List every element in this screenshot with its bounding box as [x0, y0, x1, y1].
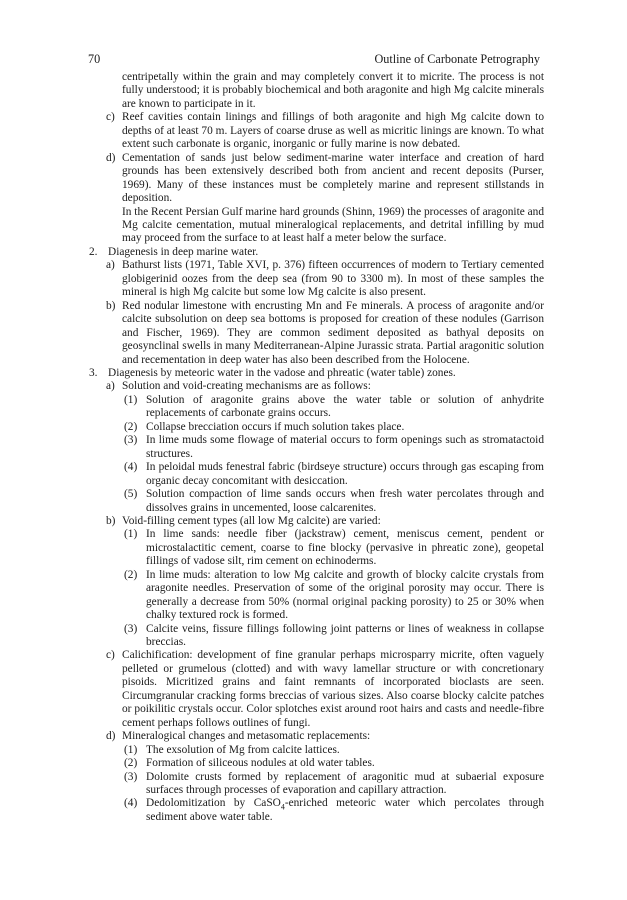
- item-label: (2): [124, 420, 138, 433]
- item-label: (4): [124, 797, 138, 810]
- section-2: [84, 246, 544, 259]
- item-label: b): [106, 514, 116, 527]
- item-text: The exsolution of Mg from calcite lattices.: [146, 743, 340, 756]
- item-text: [146, 797, 544, 822]
- section-heading: Diagenesis by meteoric water in the vadose and phreatic (water table) zones.: [108, 366, 456, 379]
- item-text-part: -enriched meteoric water which percolates through sediment above water table.: [146, 797, 544, 823]
- item-text: In the Recent Persian Gulf marine hard grounds (Shinn, 1969) the processes of aragonite and Mg calcite cementation, mutual mineralogical replacements, and detrital infilling by mud may proceed from the surface to at least half a meter below the surface.: [122, 205, 544, 245]
- item-label: (3): [124, 622, 138, 635]
- item-text: Mineralogical changes and metasomatic replacements:: [122, 730, 371, 743]
- item-label: d): [106, 151, 116, 164]
- item-text: Solution and void-creating mechanisms are as follows:: [122, 380, 371, 393]
- item-text: Collapse brecciation occurs if much solution takes place.: [146, 420, 405, 433]
- sub-item-3d-2: [84, 757, 544, 770]
- item-label: (2): [124, 568, 138, 581]
- item-text: Cementation of sands just below sediment-marine water interface and creation of hard grounds has been extensively described both from ancient and recent deposits (Purser, 1969). Many of these instances must be completely marine and represent stillstands in deposition.: [122, 151, 544, 205]
- item-label: (4): [124, 461, 138, 474]
- sub-item-3b-1: [84, 528, 544, 568]
- sub-item-3a-5: [84, 488, 544, 515]
- item-label: b): [106, 299, 116, 312]
- item-label: (5): [124, 488, 138, 501]
- running-header: [88, 52, 540, 68]
- list-item-2a: [84, 259, 544, 299]
- item-text: In lime muds: alteration to low Mg calcite and growth of blocky calcite crystals from aragonite needles. Preservation of some of the original porosity may occur. There is generally a decrease from 50% (normal original packing porosity) to 25 or 30% when chalky textured rock is formed.: [146, 568, 544, 622]
- item-text-part: Dedolomitization by CaSO: [146, 797, 281, 810]
- item-text: Solution compaction of lime sands occurs when fresh water percolates through and dissolves grains in uncemented, loose calcarenites.: [146, 488, 544, 514]
- item-text: Calichification: development of fine granular perhaps microsparry micrite, often vaguely pelleted or grumelous (clotted) and with wavy lamellar structure or with concretionary pisoids. Micritized grains and faint remnants of incorporated bioclasts are seen. Circumgranular cracking forms breccias of various sizes. Also coarse blocky calcite patches or poikilitic crystals occur. Color splotches exist around root hairs and casts and needle-fibre cement perhaps follows outlines of fungi.: [122, 649, 544, 729]
- item-label: (1): [124, 743, 138, 756]
- item-label: (3): [124, 434, 138, 447]
- item-text: Dolomite crusts formed by replacement of aragonitic mud at subaerial exposure surfaces through processes of evaporation and capillary attraction.: [146, 770, 544, 797]
- item-label: c): [106, 111, 115, 124]
- paragraph-text: centripetally within the grain and may completely convert it to micrite. The process is not fully understood; it is probably biochemical and both aragonite and high Mg calcite minerals are known to participate in it.: [122, 71, 544, 110]
- item-label: (1): [124, 393, 138, 406]
- running-title: Outline of Carbonate Petrography: [374, 52, 540, 66]
- subscript: 4: [280, 802, 285, 812]
- item-label: c): [106, 649, 115, 662]
- item-label: (1): [124, 528, 138, 541]
- section-number: 3.: [89, 366, 98, 379]
- sub-item-3d-3: [84, 771, 544, 798]
- list-item-3d: [84, 730, 544, 743]
- item-text: Reef cavities contain linings and fillings of both aragonite and high Mg calcite down to depths of at least 70 m. Layers of coarse druse as well as micritic linings are known. To what extent such carbonate is organic, inorganic or fully marine is now debated.: [122, 111, 544, 151]
- item-text: In lime muds some flowage of material occurs to form openings such as stromatactoid structures.: [146, 434, 544, 460]
- list-item-3c: [84, 649, 544, 730]
- item-text: Red nodular limestone with encrusting Mn and Fe minerals. A process of aragonite and/or calcite subsolution on deep sea bottoms is proposed for creation of these nodules (Garrison and Fischer, 1969). They are common sediment deposited as bathyal deposits on geosynclinal swells in many Mediterranean-Alpine Jurassic strata. Partial aragonitic solution and recementation in deep water has also been described from the Holocene.: [122, 299, 544, 366]
- list-item-1c: [84, 111, 544, 151]
- body-text: [84, 71, 544, 824]
- item-label: a): [106, 259, 115, 272]
- list-item-3a: [84, 380, 544, 393]
- section-number: 2.: [89, 245, 98, 258]
- item-label: (2): [124, 757, 138, 770]
- sub-item-3a-3: [84, 434, 544, 461]
- item-label: d): [106, 730, 116, 743]
- paragraph-continuation: [84, 71, 544, 111]
- list-item-1d: [84, 152, 544, 206]
- item-text: Formation of siliceous nodules at old water tables.: [146, 757, 375, 770]
- item-text: Void-filling cement types (all low Mg calcite) are varied:: [122, 514, 381, 527]
- item-text: Solution of aragonite grains above the water table or solution of anhydrite replacements of carbonate grains occurs.: [146, 393, 544, 420]
- sub-item-3b-3: [84, 623, 544, 650]
- section-heading: Diagenesis in deep marine water.: [108, 245, 259, 258]
- sub-item-3d-1: [84, 744, 544, 757]
- item-text: In lime sands: needle fiber (jackstraw) cement, meniscus cement, pendent or microstalactitic cement, coarse to fine blocky (pervasive in phreatic zone), geopetal fillings of vadose silt, rim cement on echinoderms.: [146, 528, 544, 568]
- sub-item-3a-4: [84, 461, 544, 488]
- item-text: Bathurst lists (1971, Table XVI, p. 376) fifteen occurrences of modern to Tertiary cemented globigerinid oozes from the deep sea (from 90 to 3300 m). In most of these samples the mineral is high Mg calcite but some low Mg calcite is also present.: [122, 259, 544, 299]
- list-item-3b: [84, 515, 544, 528]
- sub-item-3d-4: [84, 797, 544, 824]
- section-3: [84, 367, 544, 380]
- item-text: In peloidal muds fenestral fabric (birdseye structure) occurs through gas escaping from organic decay concomitant with desiccation.: [146, 461, 544, 487]
- item-label: a): [106, 380, 115, 393]
- list-item-1d-continuation: [84, 206, 544, 246]
- item-text: Calcite veins, fissure fillings following joint patterns or lines of weakness in collapse breccias.: [146, 622, 544, 649]
- sub-item-3a-2: [84, 421, 544, 434]
- page-number: 70: [88, 52, 101, 66]
- sub-item-3b-2: [84, 569, 544, 623]
- list-item-2b: [84, 300, 544, 367]
- sub-item-3a-1: [84, 394, 544, 421]
- item-label: (3): [124, 770, 138, 783]
